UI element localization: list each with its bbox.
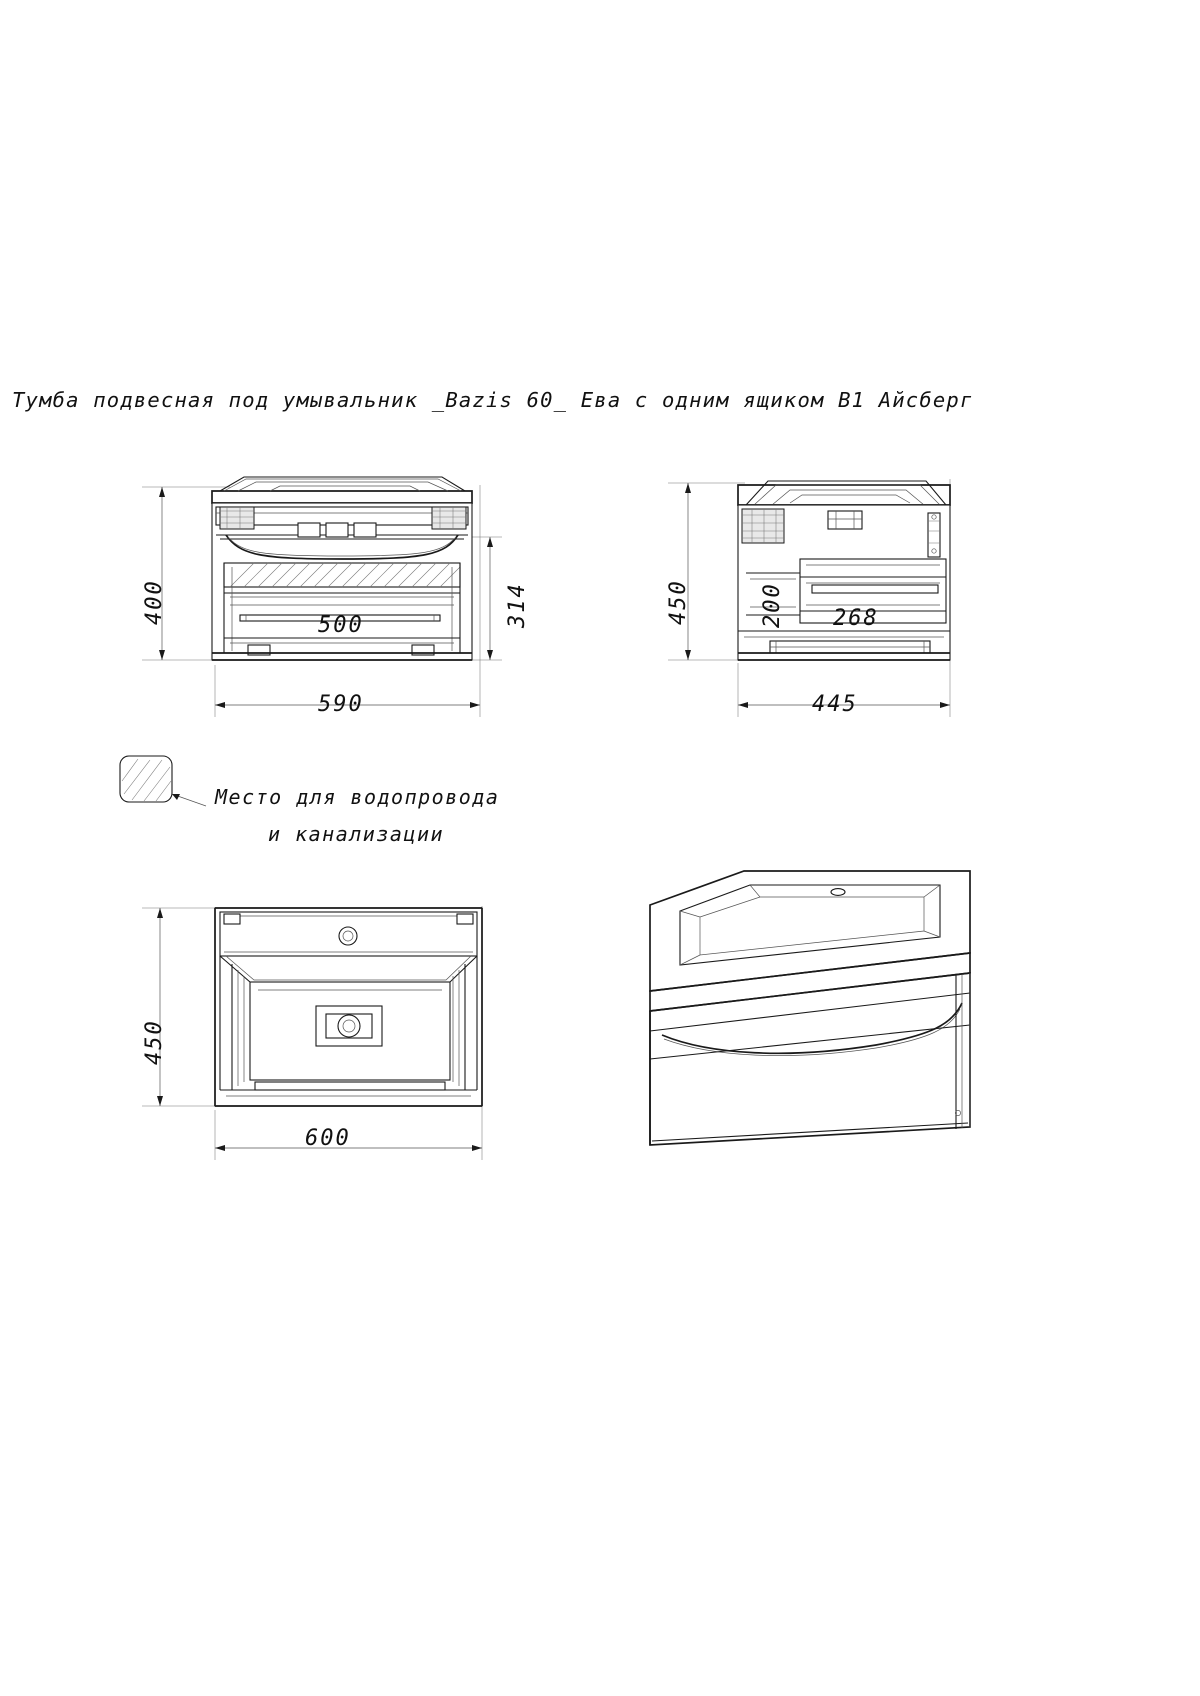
top-width-dimension: 600 bbox=[305, 1126, 351, 1151]
side-drawer-depth-dimension: 268 bbox=[833, 606, 879, 631]
front-width-dimension: 590 bbox=[318, 692, 364, 717]
side-view-drawing bbox=[650, 455, 1070, 745]
page-title: Тумба подвесная под умывальник _Bazis 60_ Ева с одним ящиком В1 Айсберг bbox=[12, 388, 974, 412]
top-depth-dimension: 450 bbox=[142, 1019, 167, 1065]
side-height-dimension: 450 bbox=[666, 579, 691, 625]
legend-note-line-2: и канализации bbox=[268, 822, 445, 846]
front-inner-width-dimension: 500 bbox=[318, 613, 364, 638]
front-inner-height-dimension: 314 bbox=[505, 582, 530, 628]
side-depth-dimension: 445 bbox=[812, 692, 858, 717]
legend-hatch-swatch bbox=[110, 748, 220, 818]
front-height-dimension: 400 bbox=[142, 579, 167, 625]
legend-note-line-1: Место для водопровода bbox=[215, 785, 500, 809]
isometric-view-drawing bbox=[640, 845, 1040, 1165]
side-inner-depth-dimension: 200 bbox=[760, 582, 785, 628]
